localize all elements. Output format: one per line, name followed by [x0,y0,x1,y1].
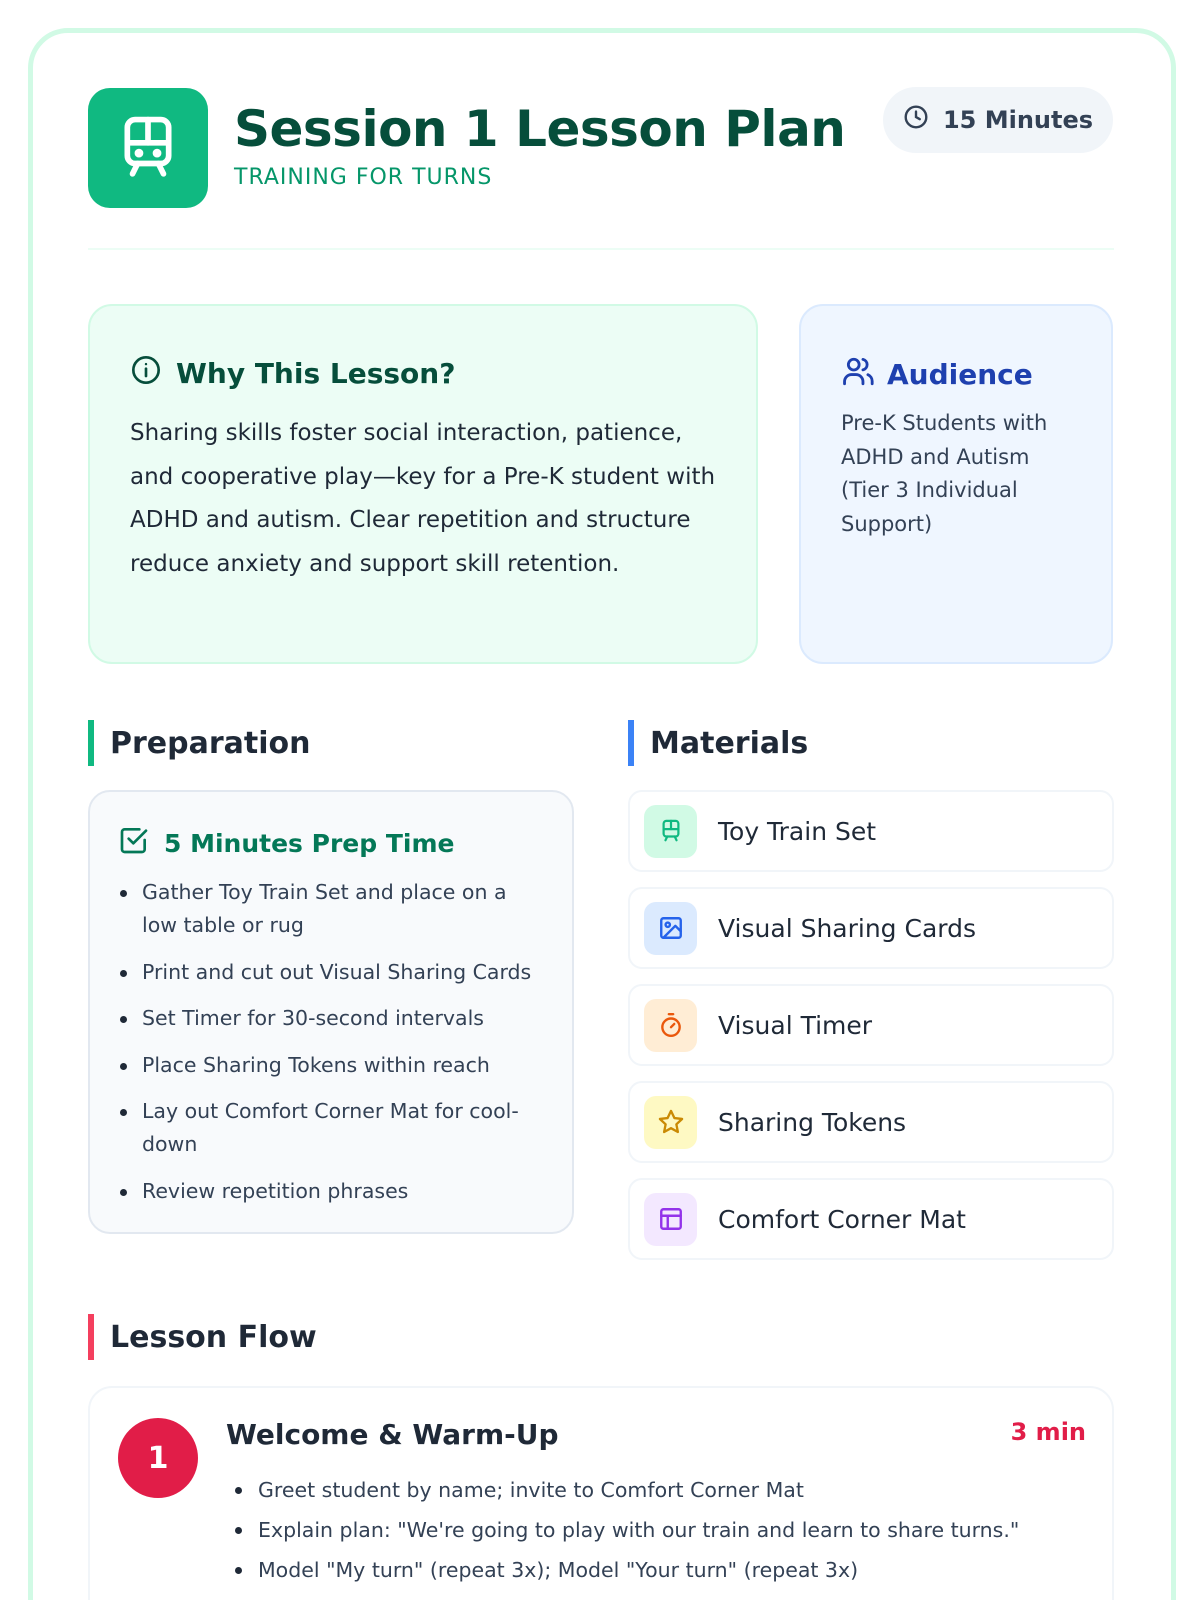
audience-panel [799,304,1113,664]
checkbox-icon [118,824,150,862]
page-subtitle: TRAINING FOR TURNS [234,165,493,190]
lesson-flow-heading: Lesson Flow [88,1314,317,1360]
material-item-visual-timer [628,984,1114,1066]
step-duration: 3 min [1010,1418,1086,1446]
star-icon [644,1096,697,1149]
list-item: Gather Toy Train Set and place on a low table or rug [118,876,548,942]
material-label: Sharing Tokens [718,1107,907,1137]
material-label: Comfort Corner Mat [718,1204,966,1234]
list-item: Review repetition phrases [118,1175,548,1208]
material-item-sharing-cards [628,887,1114,969]
material-label: Visual Sharing Cards [718,913,977,943]
step-bullets [226,1470,1086,1590]
why-lesson-heading: Why This Lesson? [130,354,455,393]
why-lesson-panel [88,304,758,664]
preparation-panel [88,790,574,1234]
prep-time-heading: 5 Minutes Prep Time [118,824,454,862]
materials-heading: Materials [628,720,808,766]
lesson-step-card [88,1386,1114,1600]
list-item: Place Sharing Tokens within reach [118,1049,548,1082]
audience-heading: Audience [841,354,1033,395]
layout-icon [644,1193,697,1246]
step-number-badge: 1 [118,1418,198,1498]
material-label: Toy Train Set [718,816,877,846]
material-item-train-set [628,790,1114,872]
list-item: Set Timer for 30-second intervals [118,1002,548,1035]
list-item: Print and cut out Visual Sharing Cards [118,956,548,989]
material-item-sharing-tokens [628,1081,1114,1163]
preparation-heading: Preparation [88,720,310,766]
list-item: Model "My turn" (repeat 3x); Model "Your turn" (repeat 3x) [226,1550,1086,1590]
step-title: Welcome & Warm-Up [226,1418,559,1451]
clock-icon [903,104,929,136]
train-icon [644,805,697,858]
image-icon [644,902,697,955]
page-title: Session 1 Lesson Plan [234,100,846,158]
duration-label: 15 Minutes [942,106,1094,134]
why-lesson-text: Sharing skills foster social interaction, patience, and cooperative play—key for a Pre-K student with ADHD and autism. Clear repetition and structure reduce anxiety and support skill retention. [130,420,716,577]
materials-accent-bar [628,720,634,766]
timer-icon [644,999,697,1052]
info-icon [130,354,162,393]
list-item: Greet student by name; invite to Comfort Corner Mat [226,1470,1086,1510]
duration-badge [883,87,1113,153]
material-label: Visual Timer [718,1010,873,1040]
header-divider [88,248,1114,250]
material-item-comfort-mat [628,1178,1114,1260]
users-icon [841,354,875,395]
prep-list [118,876,548,1221]
lesson-flow-accent-bar [88,1314,94,1360]
list-item: Explain plan: "We're going to play with our train and learn to share turns." [226,1510,1086,1550]
train-logo-icon [88,88,208,208]
preparation-accent-bar [88,720,94,766]
audience-text: Pre-K Students with ADHD and Autism (Tier 3 Individual Support) [841,411,1048,536]
list-item: Lay out Comfort Corner Mat for cool-down [118,1095,548,1161]
